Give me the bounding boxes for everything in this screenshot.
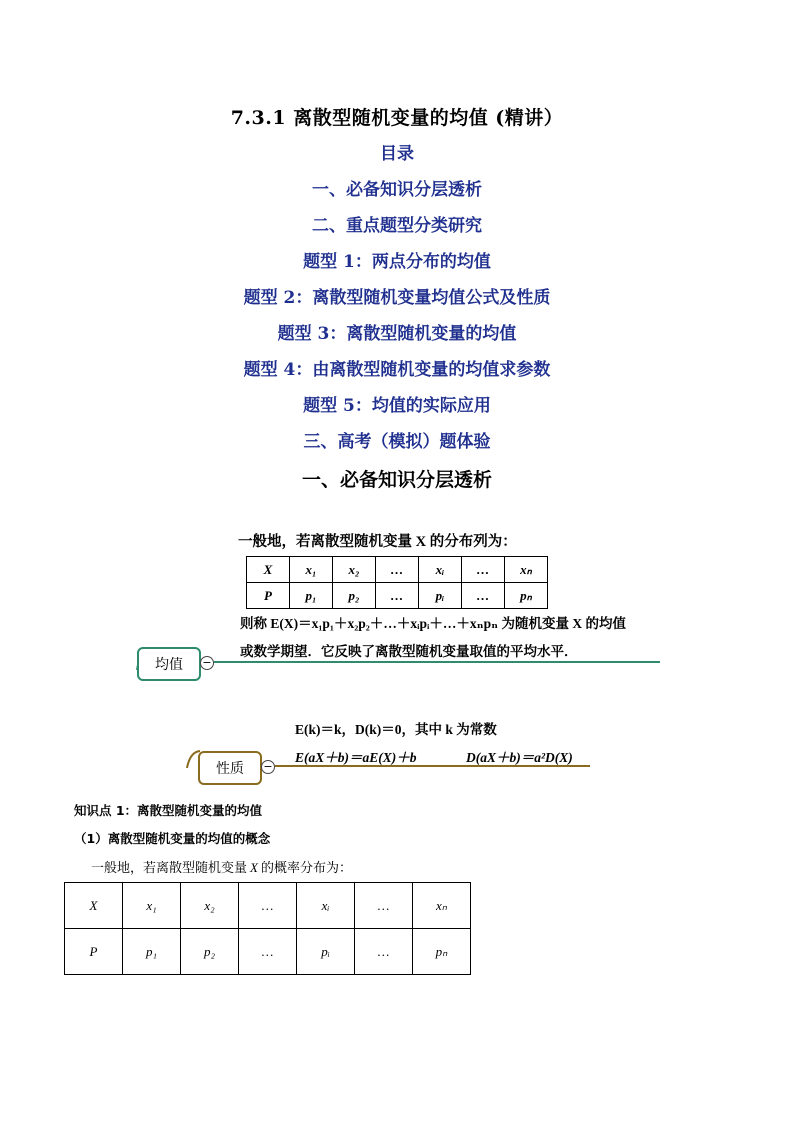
table-cell: pₙ: [413, 929, 471, 975]
table-cell: x₁: [290, 557, 333, 583]
table-cell: xᵢ: [419, 557, 462, 583]
knowledge-point-subheading: （1）离散型随机变量的均值的概念: [74, 831, 271, 846]
table-cell: p₂: [333, 583, 376, 609]
property-linear-variance: D(aX＋b)＝a²D(X): [466, 750, 573, 765]
table-cell: P: [247, 583, 290, 609]
mindmap-node-property[interactable]: 性质: [198, 751, 262, 785]
property-constant: E(k)＝k，D(k)＝0，其中 k 为常数: [295, 722, 497, 737]
table-cell: X: [65, 883, 123, 929]
table-row: [65, 929, 471, 975]
toc-item-6[interactable]: 题型 4：由离散型随机变量的均值求参数: [243, 360, 551, 380]
collapse-icon[interactable]: −: [261, 760, 275, 774]
table-cell: X: [247, 557, 290, 583]
table-cell: p₂: [181, 929, 239, 975]
intro-variable: X: [250, 860, 258, 875]
table-cell: P: [65, 929, 123, 975]
table-cell: p₁: [290, 583, 333, 609]
toc-item-5[interactable]: 题型 3：离散型随机变量的均值: [277, 324, 517, 344]
table-cell: pₙ: [505, 583, 548, 609]
table-cell: …: [355, 929, 413, 975]
intro-text: 的概率分布为：: [260, 861, 352, 876]
table-cell: …: [376, 583, 419, 609]
table-cell: p₁: [123, 929, 181, 975]
table-cell: …: [355, 883, 413, 929]
table-cell: x₁: [123, 883, 181, 929]
mean-definition-line2: 或数学期望．它反映了离散型随机变量取值的平均水平．: [240, 644, 578, 659]
toc-item-4[interactable]: 题型 2：离散型随机变量均值公式及性质: [243, 288, 551, 308]
toc-heading: 目录: [380, 144, 414, 164]
toc-item-2[interactable]: 二、重点题型分类研究: [312, 216, 482, 236]
table-cell: …: [462, 583, 505, 609]
mindmap-figure: [0, 500, 794, 790]
table-cell: pᵢ: [419, 583, 462, 609]
section-heading: 一、必备知识分层透析: [301, 469, 492, 491]
mindmap-distribution-table: [246, 556, 548, 609]
knowledge-point-intro: [91, 857, 352, 876]
mindmap-node-mean[interactable]: 均值: [137, 647, 201, 681]
table-cell: …: [239, 883, 297, 929]
table-cell: …: [462, 557, 505, 583]
page-title: 7.3.1 离散型随机变量的均值 (精讲）: [230, 107, 564, 129]
intro-text: 一般地，若离散型随机变量: [91, 861, 248, 876]
table-cell: pᵢ: [297, 929, 355, 975]
table-cell: xₙ: [413, 883, 471, 929]
knowledge-point-heading: 知识点 1：离散型随机变量的均值: [74, 803, 263, 818]
toc-item-1[interactable]: 一、必备知识分层透析: [312, 180, 482, 200]
toc-item-8[interactable]: 三、高考（模拟）题体验: [303, 432, 491, 452]
table-cell: xᵢ: [297, 883, 355, 929]
table-cell: x₂: [333, 557, 376, 583]
mindmap-intro: 一般地，若离散型随机变量 X 的分布列为：: [238, 534, 517, 550]
toc-item-3[interactable]: 题型 1：两点分布的均值: [303, 252, 491, 272]
table-cell: xₙ: [505, 557, 548, 583]
collapse-icon[interactable]: −: [200, 656, 214, 670]
table-cell: …: [239, 929, 297, 975]
table-row: [247, 583, 548, 609]
toc-item-7[interactable]: 题型 5：均值的实际应用: [303, 396, 491, 416]
table-row: [247, 557, 548, 583]
distribution-table: [64, 882, 471, 975]
table-row: [65, 883, 471, 929]
table-cell: …: [376, 557, 419, 583]
mean-definition-line1: 则称 E(X)＝x₁p₁＋x₂p₂＋…＋xᵢpᵢ＋…＋xₙpₙ 为随机变量 X 的均值: [240, 616, 627, 631]
property-linear-mean: E(aX＋b)＝aE(X)＋b: [295, 750, 417, 765]
table-cell: x₂: [181, 883, 239, 929]
